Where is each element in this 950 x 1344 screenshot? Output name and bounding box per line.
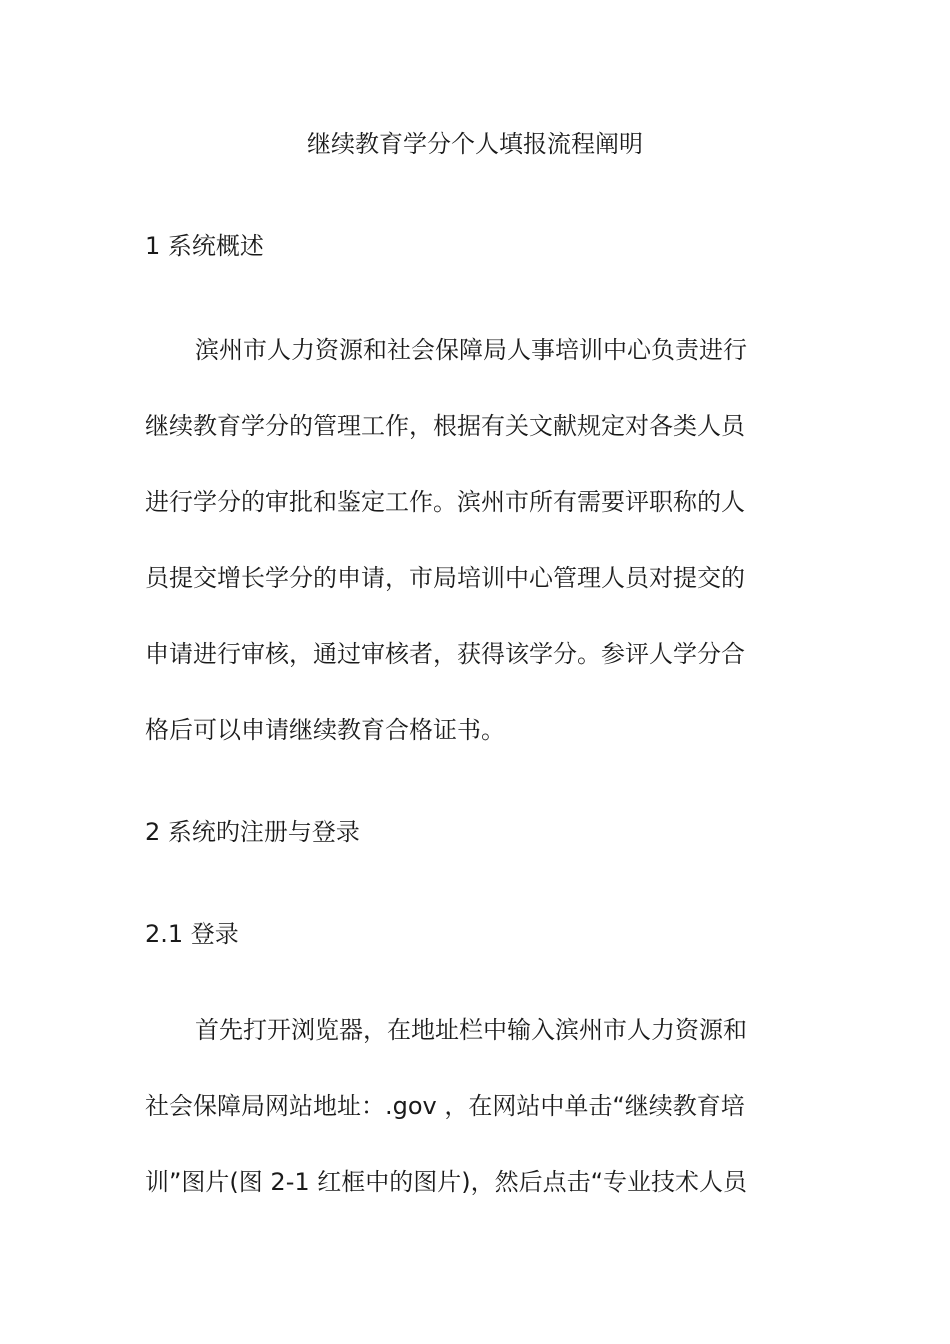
document-title: 继续教育学分个人填报流程阐明 — [307, 130, 643, 158]
section-1-paragraph-line: 进行学分的审批和鉴定工作。滨州市所有需要评职称的人 — [145, 488, 745, 516]
section-2-heading: 2 系统旳注册与登录 — [145, 818, 360, 846]
section-2-1-paragraph-line: 训”图片(图 2-1 红框中的图片)，然后点击“专业技术人员 — [145, 1168, 748, 1196]
section-1-paragraph-line: 申请进行审核，通过审核者，获得该学分。参评人学分合 — [145, 640, 745, 668]
section-1-heading: 1 系统概述 — [145, 232, 264, 260]
section-1-paragraph-line: 员提交增长学分的申请，市局培训中心管理人员对提交的 — [145, 564, 745, 592]
section-2-1-paragraph-line: 首先打开浏览器，在地址栏中输入滨州市人力资源和 — [195, 1016, 747, 1044]
section-1-paragraph-line: 继续教育学分的管理工作，根据有关文献规定对各类人员 — [145, 412, 745, 440]
section-2-1-heading: 2.1 登录 — [145, 920, 239, 948]
section-1-paragraph-line: 滨州市人力资源和社会保障局人事培训中心负责进行 — [195, 336, 747, 364]
section-1-paragraph-line: 格后可以申请继续教育合格证书。 — [145, 716, 505, 744]
section-2-1-paragraph-line: 社会保障局网站地址：.gov ，在网站中单击“继续教育培 — [145, 1092, 745, 1120]
